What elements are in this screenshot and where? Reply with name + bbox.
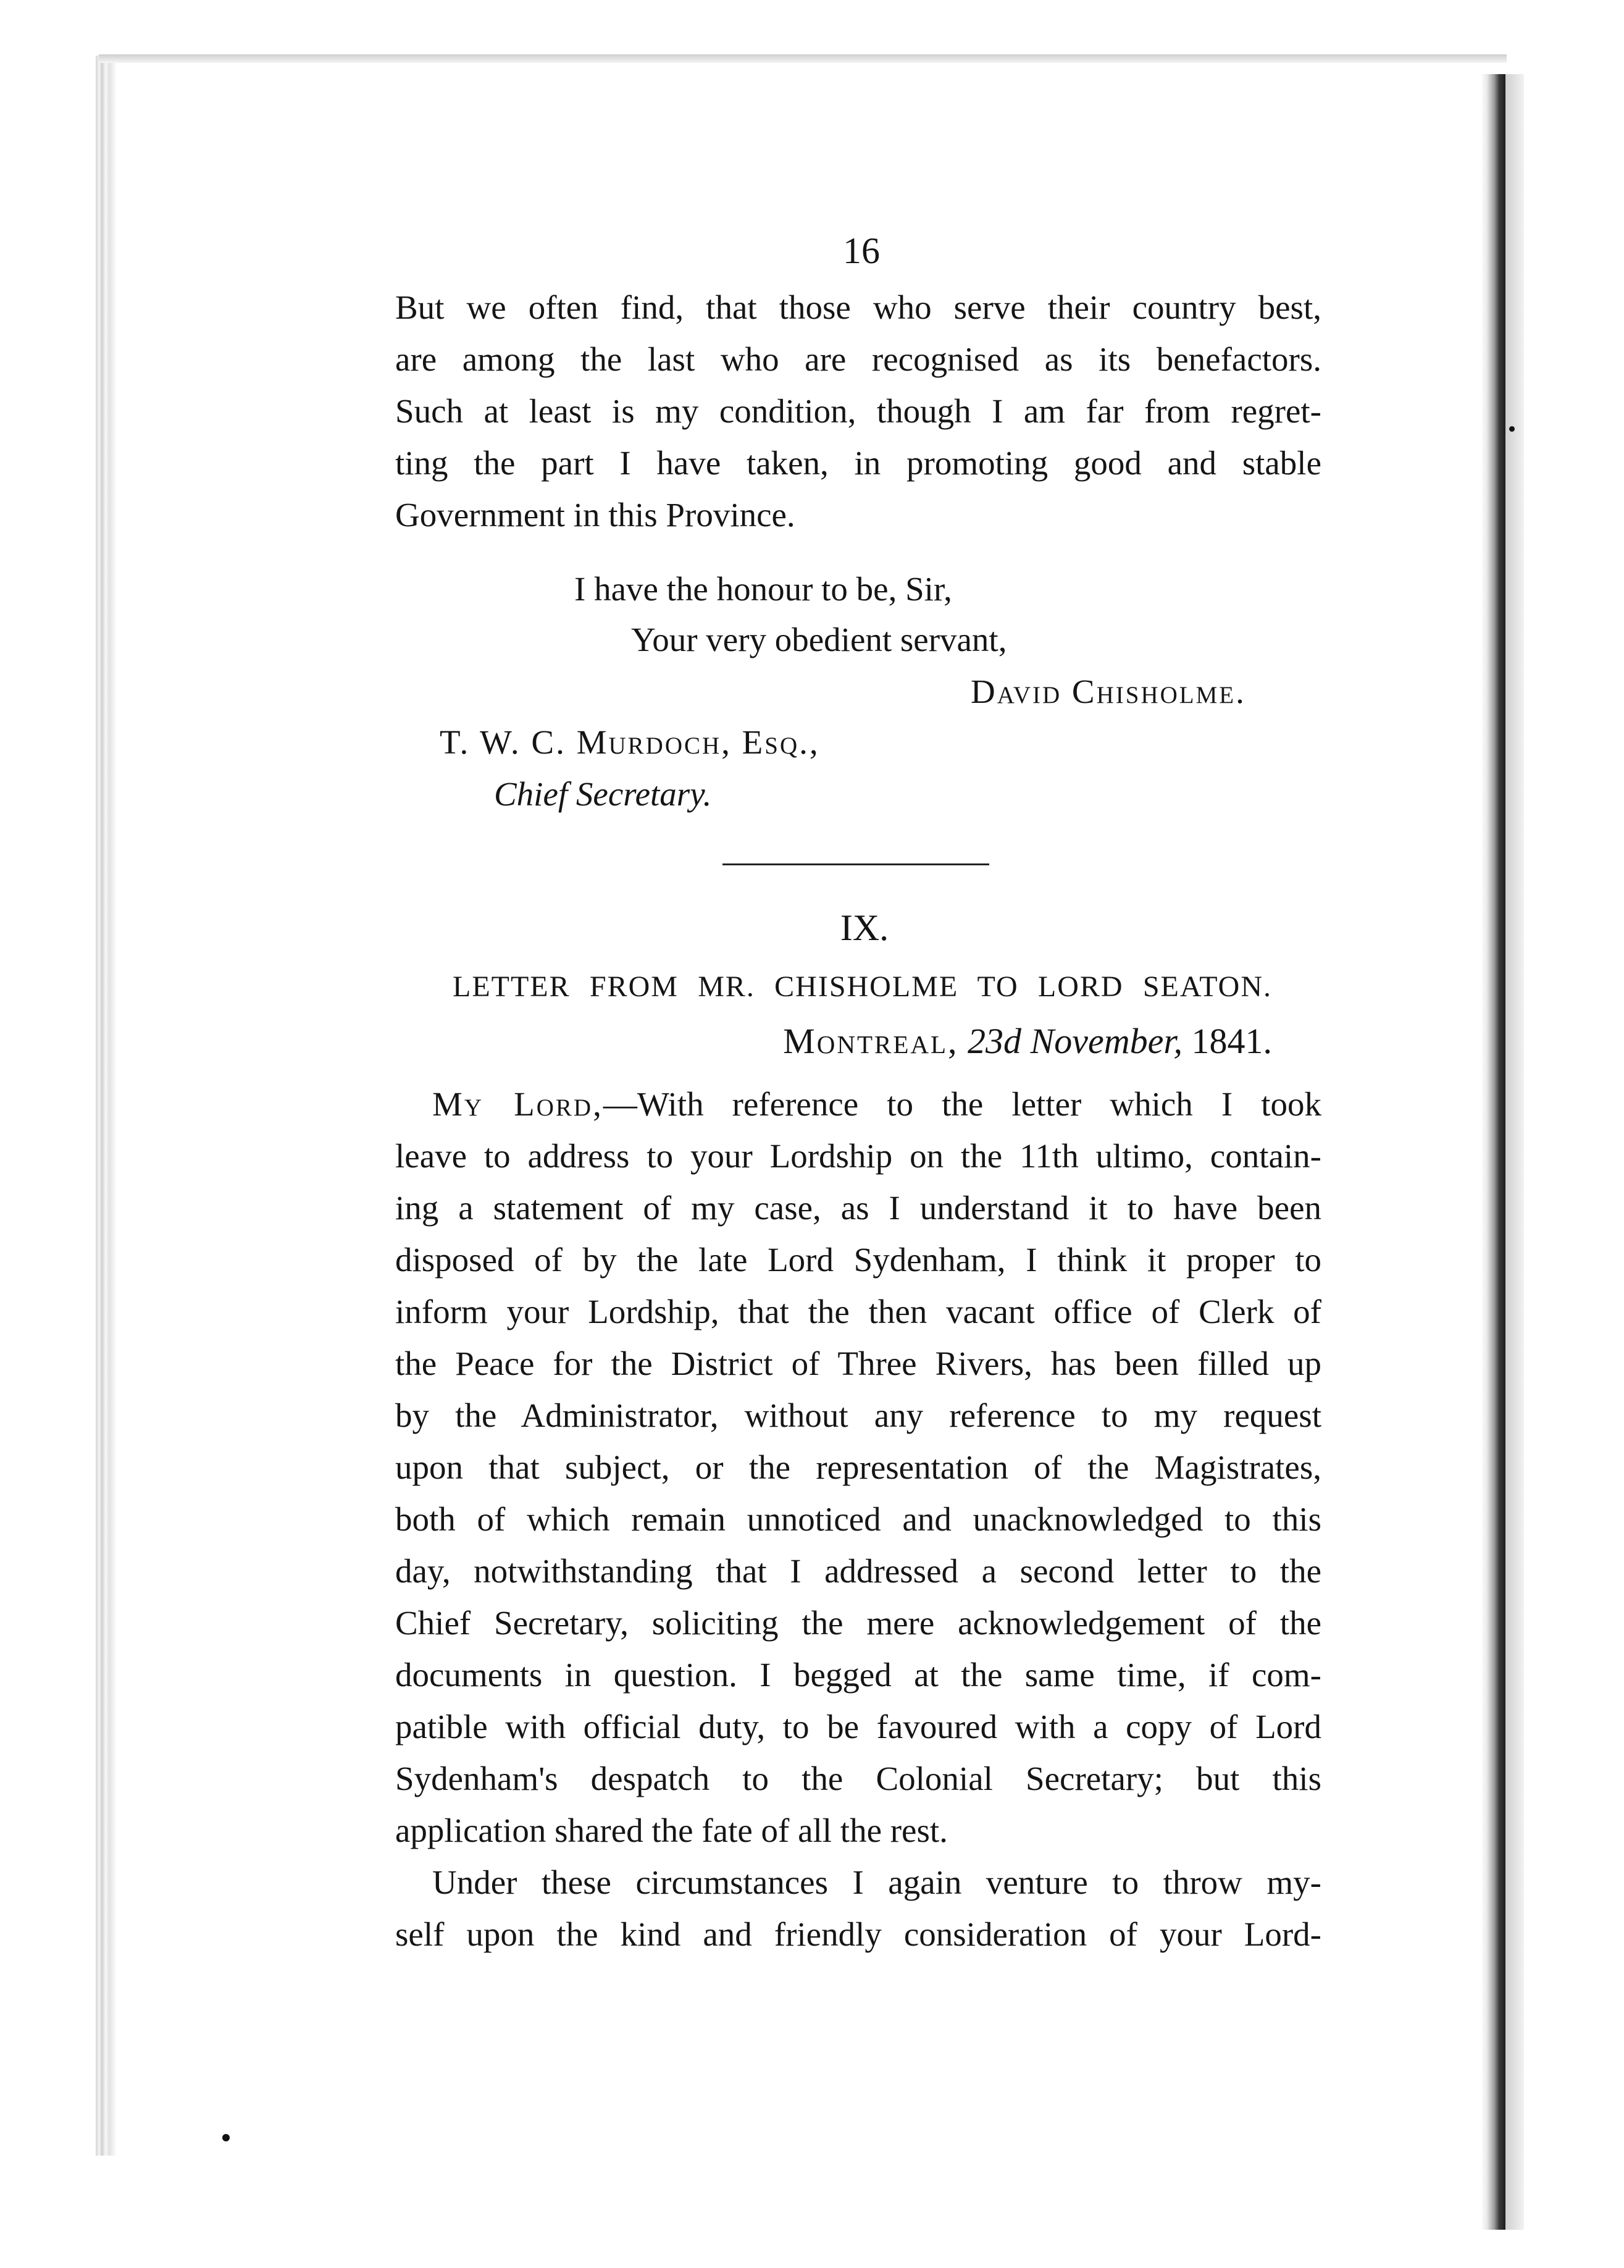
letter-closing-servant: Your very obedient servant, <box>631 621 1007 658</box>
book-gutter-shadow <box>1481 74 1505 2230</box>
text-line: documents in question. I begged at the same time, if com- <box>395 1656 1321 1694</box>
text-line: day, notwithstanding that I addressed a second letter to the <box>395 1552 1321 1590</box>
page-number: 16 <box>843 230 880 271</box>
text-line: ting the part I have taken, in promoting good and stable <box>395 444 1321 482</box>
previous-letter-body <box>395 282 1321 541</box>
scan-speck <box>222 2134 230 2141</box>
text-line: disposed of by the late Lord Sydenham, I think it proper to <box>395 1241 1321 1279</box>
text-line: Sydenham's despatch to the Colonial Secretary; but this <box>395 1760 1321 1797</box>
salutation: My Lord, <box>432 1085 603 1123</box>
dateline-year: 1841. <box>1191 1021 1272 1061</box>
text-line: inform your Lordship, that the then vacant office of Clerk of <box>395 1293 1321 1330</box>
text-line: are among the last who are recognised as its benefactors. <box>395 340 1321 378</box>
text-line: both of which remain unnoticed and unacknowledged to this <box>395 1500 1321 1538</box>
text-line: the Peace for the District of Three Rivers, has been filled up <box>395 1345 1321 1382</box>
scan-speck <box>1509 426 1515 432</box>
text-line: Chief Secretary, soliciting the mere acknowledgement of the <box>395 1604 1321 1642</box>
scan-page-edge-left <box>96 56 117 2156</box>
letter-signature: David Chisholme. <box>971 673 1246 710</box>
addressee-title: Chief Secretary. <box>494 775 712 813</box>
text-line: upon that subject, or the representation of the Magistrates, <box>395 1448 1321 1486</box>
dateline-place: Montreal, <box>783 1021 959 1061</box>
text-line: Such at least is my condition, though I am far from regret- <box>395 392 1321 430</box>
text-line-salutation <box>395 1078 1321 1130</box>
dateline-date: 23d November, <box>968 1021 1182 1061</box>
letter-number: IX. <box>840 907 889 948</box>
scan-page-edge-top <box>99 54 1507 63</box>
text-line: leave to address to your Lordship on the 11th ultimo, contain- <box>395 1137 1321 1175</box>
text-line: Government in this Province. <box>395 496 795 534</box>
adjacent-page-edge <box>1505 74 1524 2230</box>
text-line: application shared the fate of all the rest. <box>395 1812 948 1849</box>
text-line: self upon the kind and friendly consideration of your Lord- <box>395 1915 1321 1953</box>
letter-body <box>395 1078 1321 1960</box>
text-line: by the Administrator, without any reference to my request <box>395 1396 1321 1434</box>
text-line: ing a statement of my case, as I understand it to have been <box>395 1189 1321 1227</box>
section-divider <box>722 863 989 865</box>
letter-dateline <box>735 1020 1272 1062</box>
text-line: But we often find, that those who serve their country best, <box>395 288 1321 326</box>
letter-closing-greeting: I have the honour to be, Sir, <box>574 570 952 608</box>
letter-heading: LETTER FROM MR. CHISHOLME TO LORD SEATON. <box>453 970 1272 1003</box>
salutation-continuation: —With reference to the letter which I took <box>603 1085 1321 1123</box>
text-line: Under these circumstances I again venture to throw my- <box>432 1863 1321 1901</box>
text-line: patible with official duty, to be favoured with a copy of Lord <box>395 1708 1321 1745</box>
addressee-name: T. W. C. Murdoch, Esq., <box>440 723 820 761</box>
